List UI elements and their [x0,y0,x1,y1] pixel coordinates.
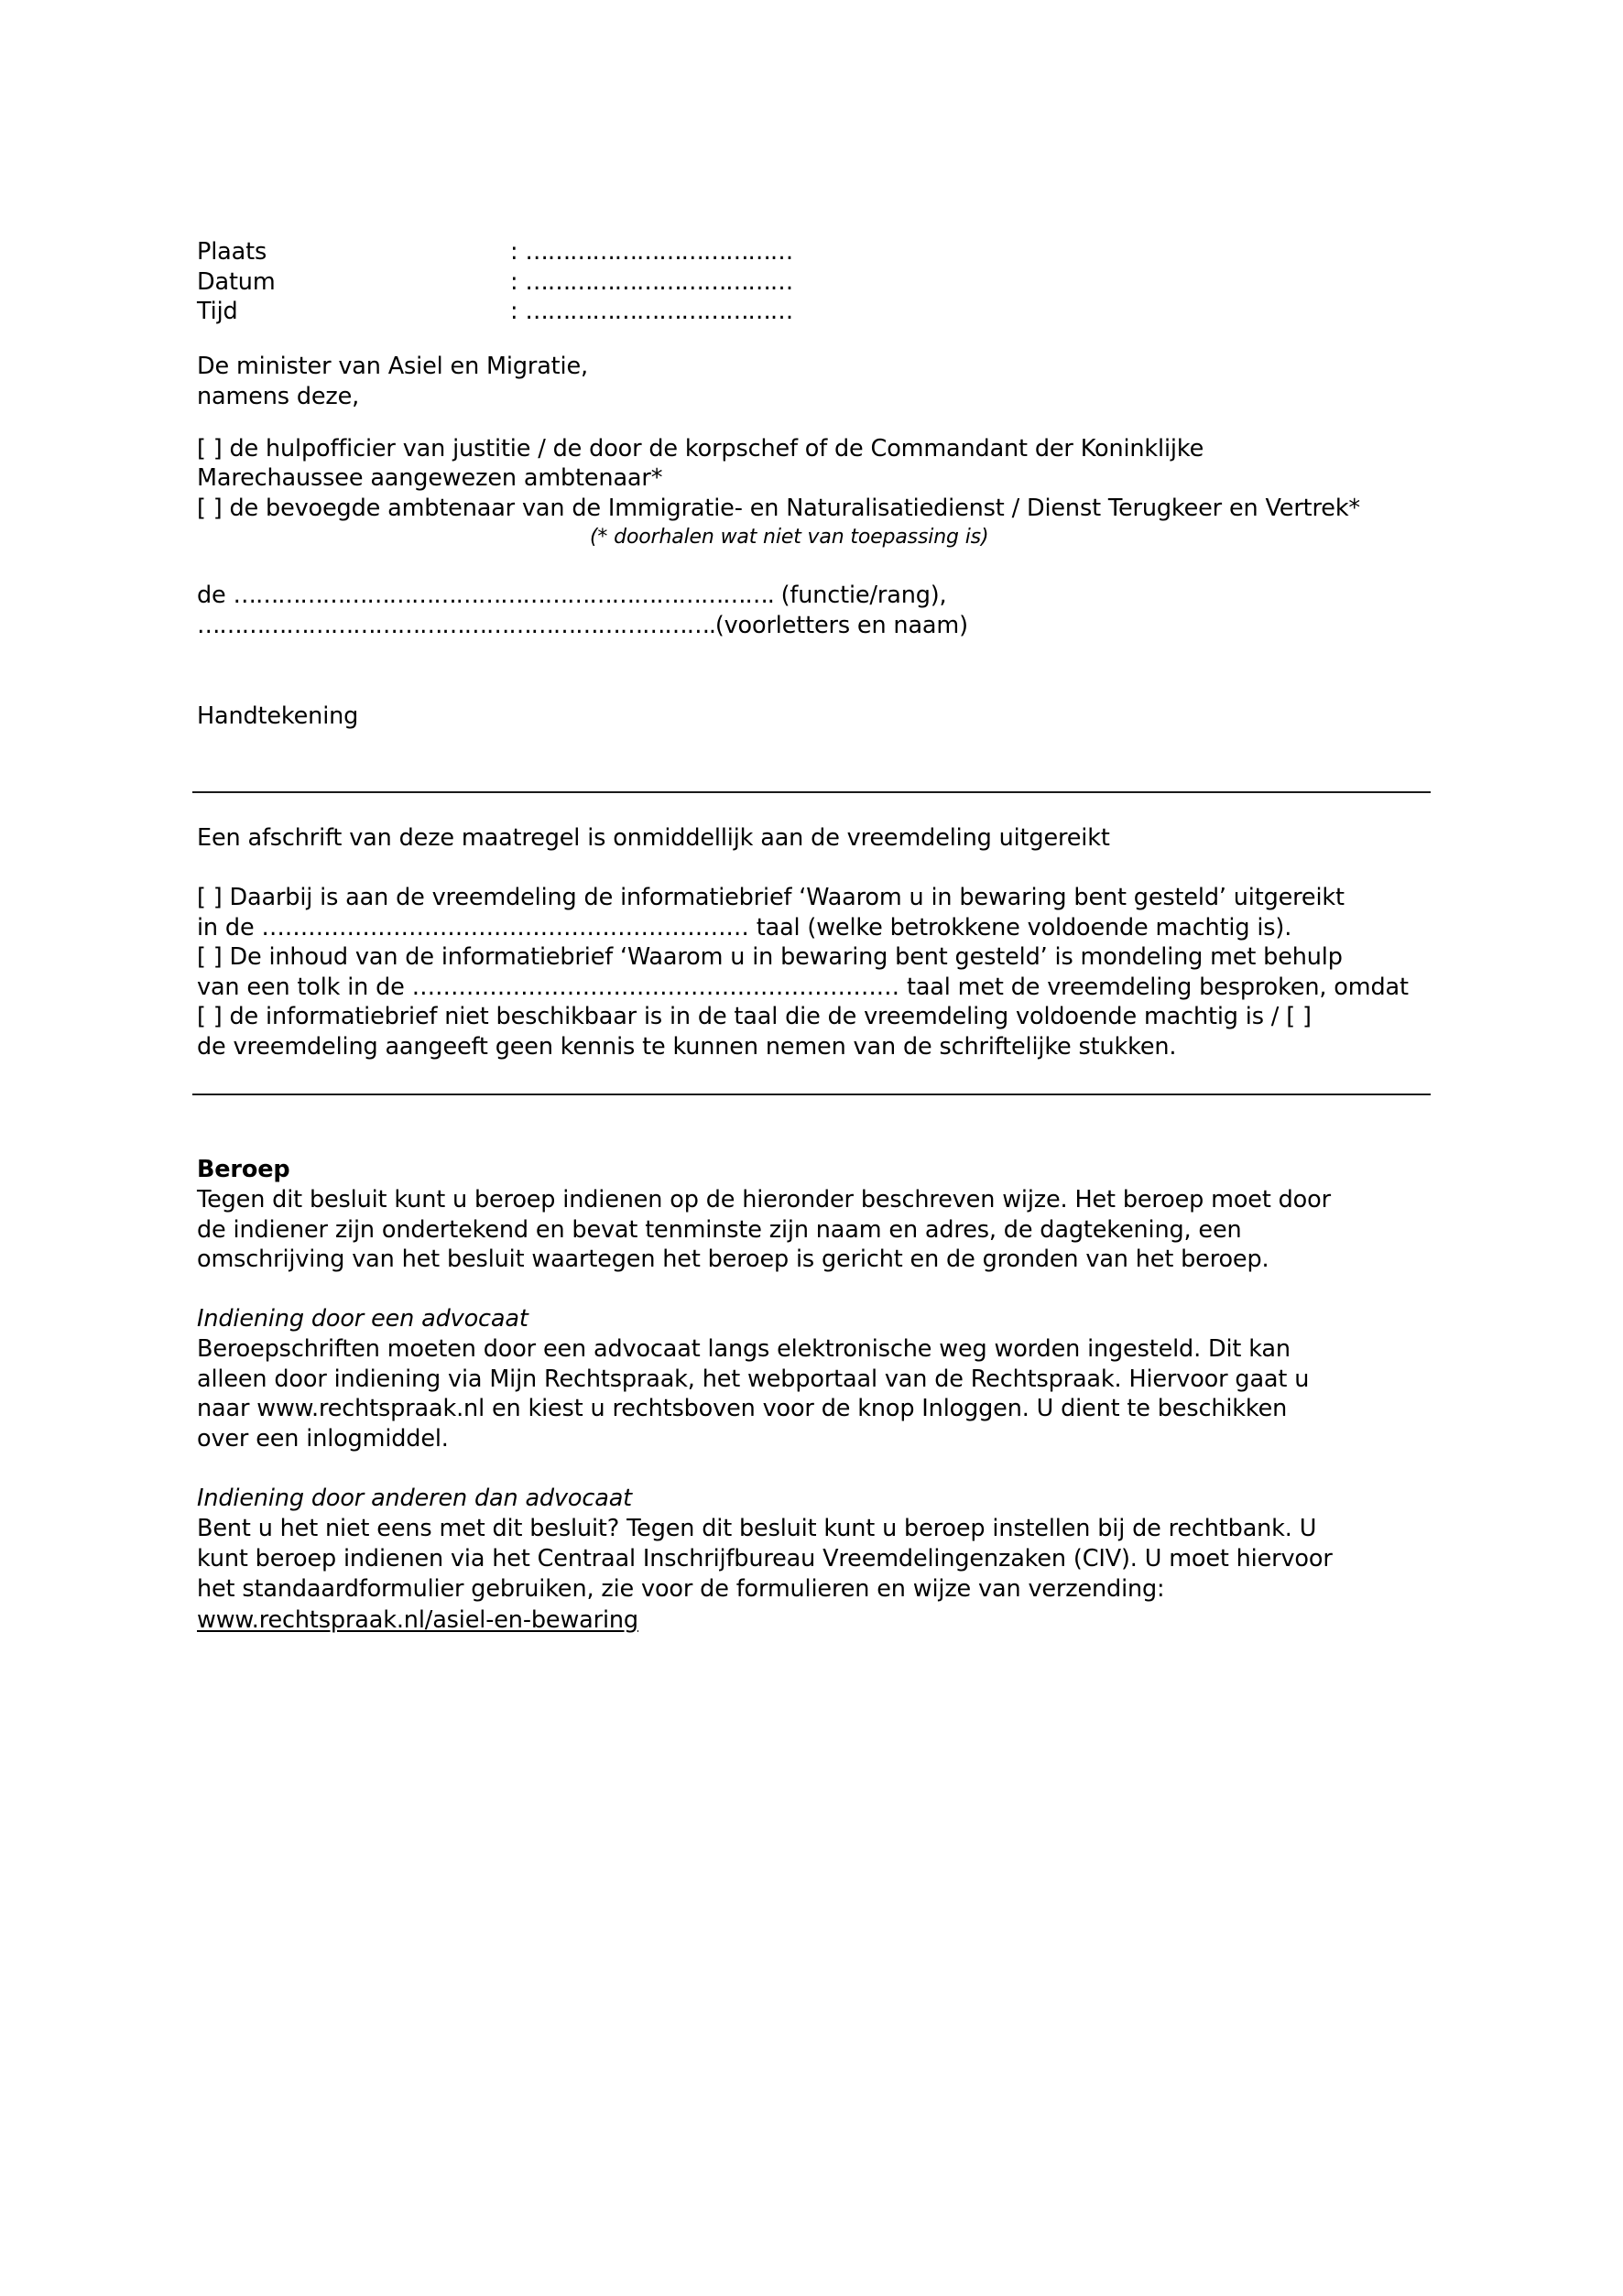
appeal-heading: Beroep [197,1156,290,1183]
appeal-intro-line-1: Tegen dit besluit kunt u beroep indienen op de hieronder beschreven wijze. Het beroep moet door [197,1186,1331,1213]
official-function-line: de ………………………………………………………………. (functie/rang), [197,582,947,609]
lawyer-line-1: Beroepschriften moeten door een advocaat langs elektronische weg worden ingesteld. Dit kan [197,1335,1291,1363]
appeal-intro-line-3: omschrijving van het besluit waartegen het beroep is gericht en de gronden van het beroep. [197,1246,1269,1273]
officer-option-2: [ ] de bevoegde ambtenaar van de Immigratie- en Naturalisatiedienst / Dienst Terugkeer en Vertrek* [197,495,1361,522]
others-line-3: het standaardformulier gebruiken, zie voor de formulieren en wijze van verzending: [197,1575,1165,1603]
copy-line-5: [ ] de informatiebrief niet beschikbaar is in de taal die de vreemdeling voldoende machtig is / [ ] [197,1003,1312,1030]
copy-statement: Een afschrift van deze maatregel is onmiddellijk aan de vreemdeling uitgereikt [197,824,1110,852]
field-label-plaats: Plaats [197,238,267,266]
function-blank: ………………………………………………………………. [233,582,774,609]
field-value-datum: : ……………………………… [510,268,793,296]
field-value-tijd: : ……………………………… [510,298,793,325]
officer-option-1-line-1: [ ] de hulpofficier van justitie / de door de korpschef of de Commandant der Koninklijke [197,435,1204,462]
lawyer-line-2: alleen door indiening via Mijn Rechtspraak, het webportaal van de Rechtspraak. Hiervoor gaat u [197,1366,1310,1393]
strike-note: (* doorhalen wat niet van toepassing is) [590,526,989,549]
copy-line-6: de vreemdeling aangeeft geen kennis te kunnen nemen van de schriftelijke stukken. [197,1033,1177,1061]
copy-line-1: [ ] Daarbij is aan de vreemdeling de informatiebrief ‘Waarom u in bewaring bent gesteld’ uitgereikt [197,884,1345,911]
signature-label: Handtekening [197,702,359,730]
field-label-datum: Datum [197,268,276,296]
copy-line-3: [ ] De inhoud van de informatiebrief ‘Waarom u in bewaring bent gesteld’ is mondeling met behulp [197,943,1343,971]
copy-line-2: in de ……………………………………………………… taal (welke betrokkene voldoende machtig is). [197,914,1292,941]
others-line-2: kunt beroep indienen via het Centraal Inschrijfbureau Vreemdelingenzaken (CIV). U moet hiervoor [197,1545,1333,1572]
officer-option-1-line-2: Marechaussee aangewezen ambtenaar* [197,464,663,492]
appeal-intro-line-2: de indiener zijn ondertekend en bevat tenminste zijn naam en adres, de dagtekening, een [197,1216,1242,1244]
official-name-line: …………………………………………………………….(voorletters en naam) [197,612,968,639]
authority-line-2: namens deze, [197,383,360,410]
divider-2 [192,1094,1431,1095]
name-blank: ……………………………………………………………. [197,612,715,639]
copy-line-4: van een tolk in de ……………………………………………………… taal met de vreemdeling besproken, omdat [197,974,1409,1001]
lawyer-line-4: over een inlogmiddel. [197,1425,449,1453]
field-label-tijd: Tijd [197,298,238,325]
lawyer-line-3: naar www.rechtspraak.nl en kiest u rechtsboven voor de knop Inloggen. U dient te beschikken [197,1395,1288,1422]
lawyer-heading: Indiening door een advocaat [197,1305,528,1333]
others-heading: Indiening door anderen dan advocaat [197,1485,633,1512]
authority-line-1: De minister van Asiel en Migratie, [197,353,588,380]
others-line-1: Bent u het niet eens met dit besluit? Tegen dit besluit kunt u beroep instellen bij de rechtbank. U [197,1515,1317,1542]
divider-1 [192,791,1431,793]
field-value-plaats: : ……………………………… [510,238,793,266]
rechtspraak-asiel-link[interactable]: www.rechtspraak.nl/asiel-en-bewaring [197,1606,638,1634]
